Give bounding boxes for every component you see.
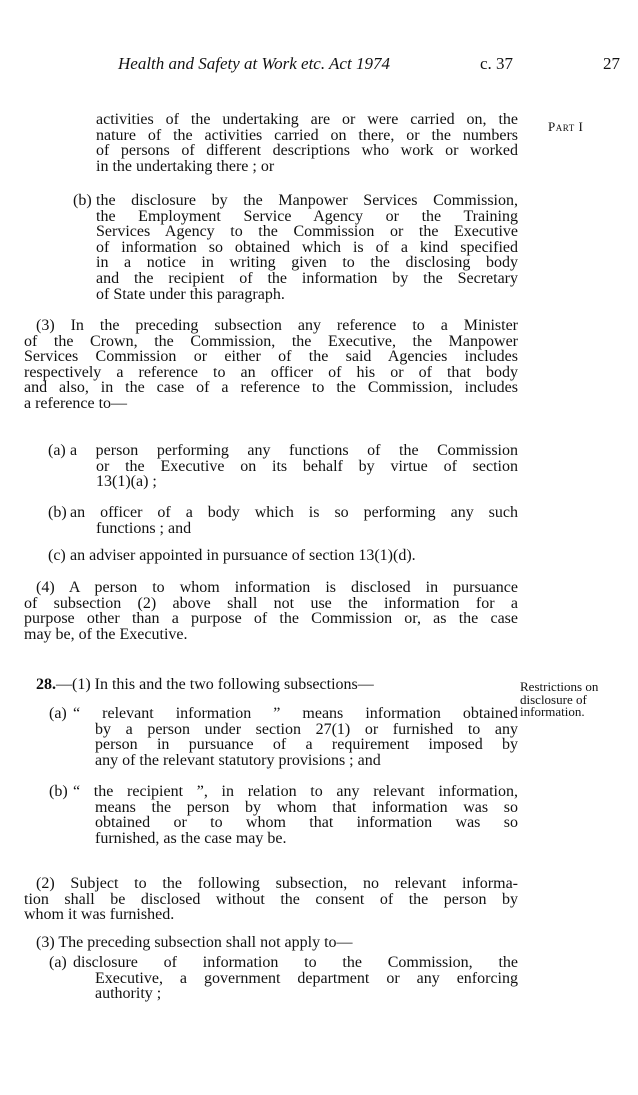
text-line: tion shall be disclosed without the consent of the person by xyxy=(24,890,518,908)
text-line: an officer of a body which is so performing any such xyxy=(70,504,518,521)
continuation-paragraph xyxy=(96,112,518,174)
text-line: of persons of different descriptions who work or worked xyxy=(96,142,518,160)
subsection-3-item-b xyxy=(70,505,518,536)
text-line: of subsection (2) above shall not use the information for a xyxy=(24,594,518,612)
text-line: an adviser appointed in pursuance of section 13(1)(d). xyxy=(70,547,416,564)
text-line: obtained or to whom that information was so xyxy=(95,814,518,832)
text-line: the Employment Service Agency or the Training xyxy=(96,207,518,225)
text-line: by a person under section 27(1) or furnished to any xyxy=(95,720,518,738)
text-line: 13(1)(a) ; xyxy=(96,473,157,491)
text-line: Services Agency to the Commission or the Executive xyxy=(96,223,518,241)
text-line: in the undertaking there ; or xyxy=(96,157,275,175)
text-line: of State under this paragraph. xyxy=(96,285,285,303)
text-line: Executive, a government department or any enforcing xyxy=(95,969,518,987)
margin-note-line: Restrictions on xyxy=(520,679,599,694)
text-line: and also, in the case of a reference to the Commission, includes xyxy=(24,379,518,397)
text-line: Services Commission or either of the said Agencies includes xyxy=(24,348,518,366)
chapter-number: c. 37 xyxy=(480,54,514,73)
item-b-label: (b) xyxy=(48,504,67,521)
text-line: person in pursuance of a requirement imposed by xyxy=(95,736,518,754)
text-line: a person performing any functions of the Commission xyxy=(70,442,518,459)
text-line: disclosure of information to the Commission, the xyxy=(73,954,518,971)
section-28-item-b xyxy=(73,784,518,846)
text-line: of information so obtained which is of a kind specified xyxy=(96,238,518,256)
text-line: activities of the undertaking are or were carried on, the xyxy=(96,111,518,128)
item-a-label: (a) xyxy=(48,442,66,459)
text-line: furnished, as the case may be. xyxy=(95,829,287,847)
text-line: “ relevant information ” means information obtained xyxy=(73,705,518,722)
subsection-3-item-c xyxy=(70,548,518,564)
margin-note-line: disclosure of xyxy=(520,691,587,707)
text-line: and the recipient of the information by the Secretary xyxy=(96,269,518,287)
subsection-3-paragraph xyxy=(24,318,518,412)
section-28-subsection-3 xyxy=(36,935,518,951)
section-28-3-item-a xyxy=(73,955,518,1002)
text-line: means the person by whom that information was so xyxy=(95,798,518,816)
margin-note-section-28 xyxy=(520,681,598,719)
item-a-label: (a) xyxy=(49,705,67,722)
page-number: 27 xyxy=(603,54,620,73)
text-line: any of the relevant statutory provisions ; and xyxy=(95,751,381,769)
text-line: (2) Subject to the following subsection, no relevant informa- xyxy=(36,875,518,892)
text-line: (3) The preceding subsection shall not apply to— xyxy=(36,934,353,951)
text-line: nature of the activities carried on there, or the numbers xyxy=(96,126,518,144)
section-number: 28. xyxy=(36,676,56,693)
section-28-item-a xyxy=(73,706,518,768)
margin-part-label: Part I xyxy=(548,119,584,134)
text-line: “ the recipient ”, in relation to any relevant information, xyxy=(73,783,518,800)
item-b-paragraph xyxy=(96,193,518,302)
subsection-4-paragraph xyxy=(24,580,518,642)
item-a-label: (a) xyxy=(49,954,67,971)
subsection-3-item-a xyxy=(70,443,518,490)
running-header-title: Health and Safety at Work etc. Act 1974 xyxy=(118,54,390,73)
item-b-label: (b) xyxy=(73,192,92,209)
text-line: functions ; and xyxy=(96,519,192,537)
margin-note-line: information. xyxy=(520,704,585,719)
text-line: of the Crown, the Commission, the Executive, the Manpower xyxy=(24,332,518,350)
section-intro-text: —(1) In this and the two following subsections— xyxy=(56,676,374,693)
text-line: authority ; xyxy=(95,985,162,1003)
section-28-subsection-2 xyxy=(24,876,518,923)
text-line: in a notice in writing given to the disclosing body xyxy=(96,254,518,272)
text-line: purpose other than a purpose of the Commission or, as the case xyxy=(24,610,518,628)
text-line: (3) In the preceding subsection any reference to a Minister xyxy=(36,317,518,334)
text-line: may be, of the Executive. xyxy=(24,625,188,643)
text-line: respectively a reference to an officer of his or of that body xyxy=(24,363,518,381)
item-b-label: (b) xyxy=(49,783,68,800)
text-line: the disclosure by the Manpower Services Commission, xyxy=(96,192,518,209)
text-line: (4) A person to whom information is disclosed in pursuance xyxy=(36,579,518,596)
item-c-label: (c) xyxy=(48,547,66,564)
text-line: whom it was furnished. xyxy=(24,906,175,924)
text-line: or the Executive on its behalf by virtue of section xyxy=(96,457,518,475)
section-28-intro xyxy=(36,677,506,693)
text-line: a reference to— xyxy=(24,394,128,412)
